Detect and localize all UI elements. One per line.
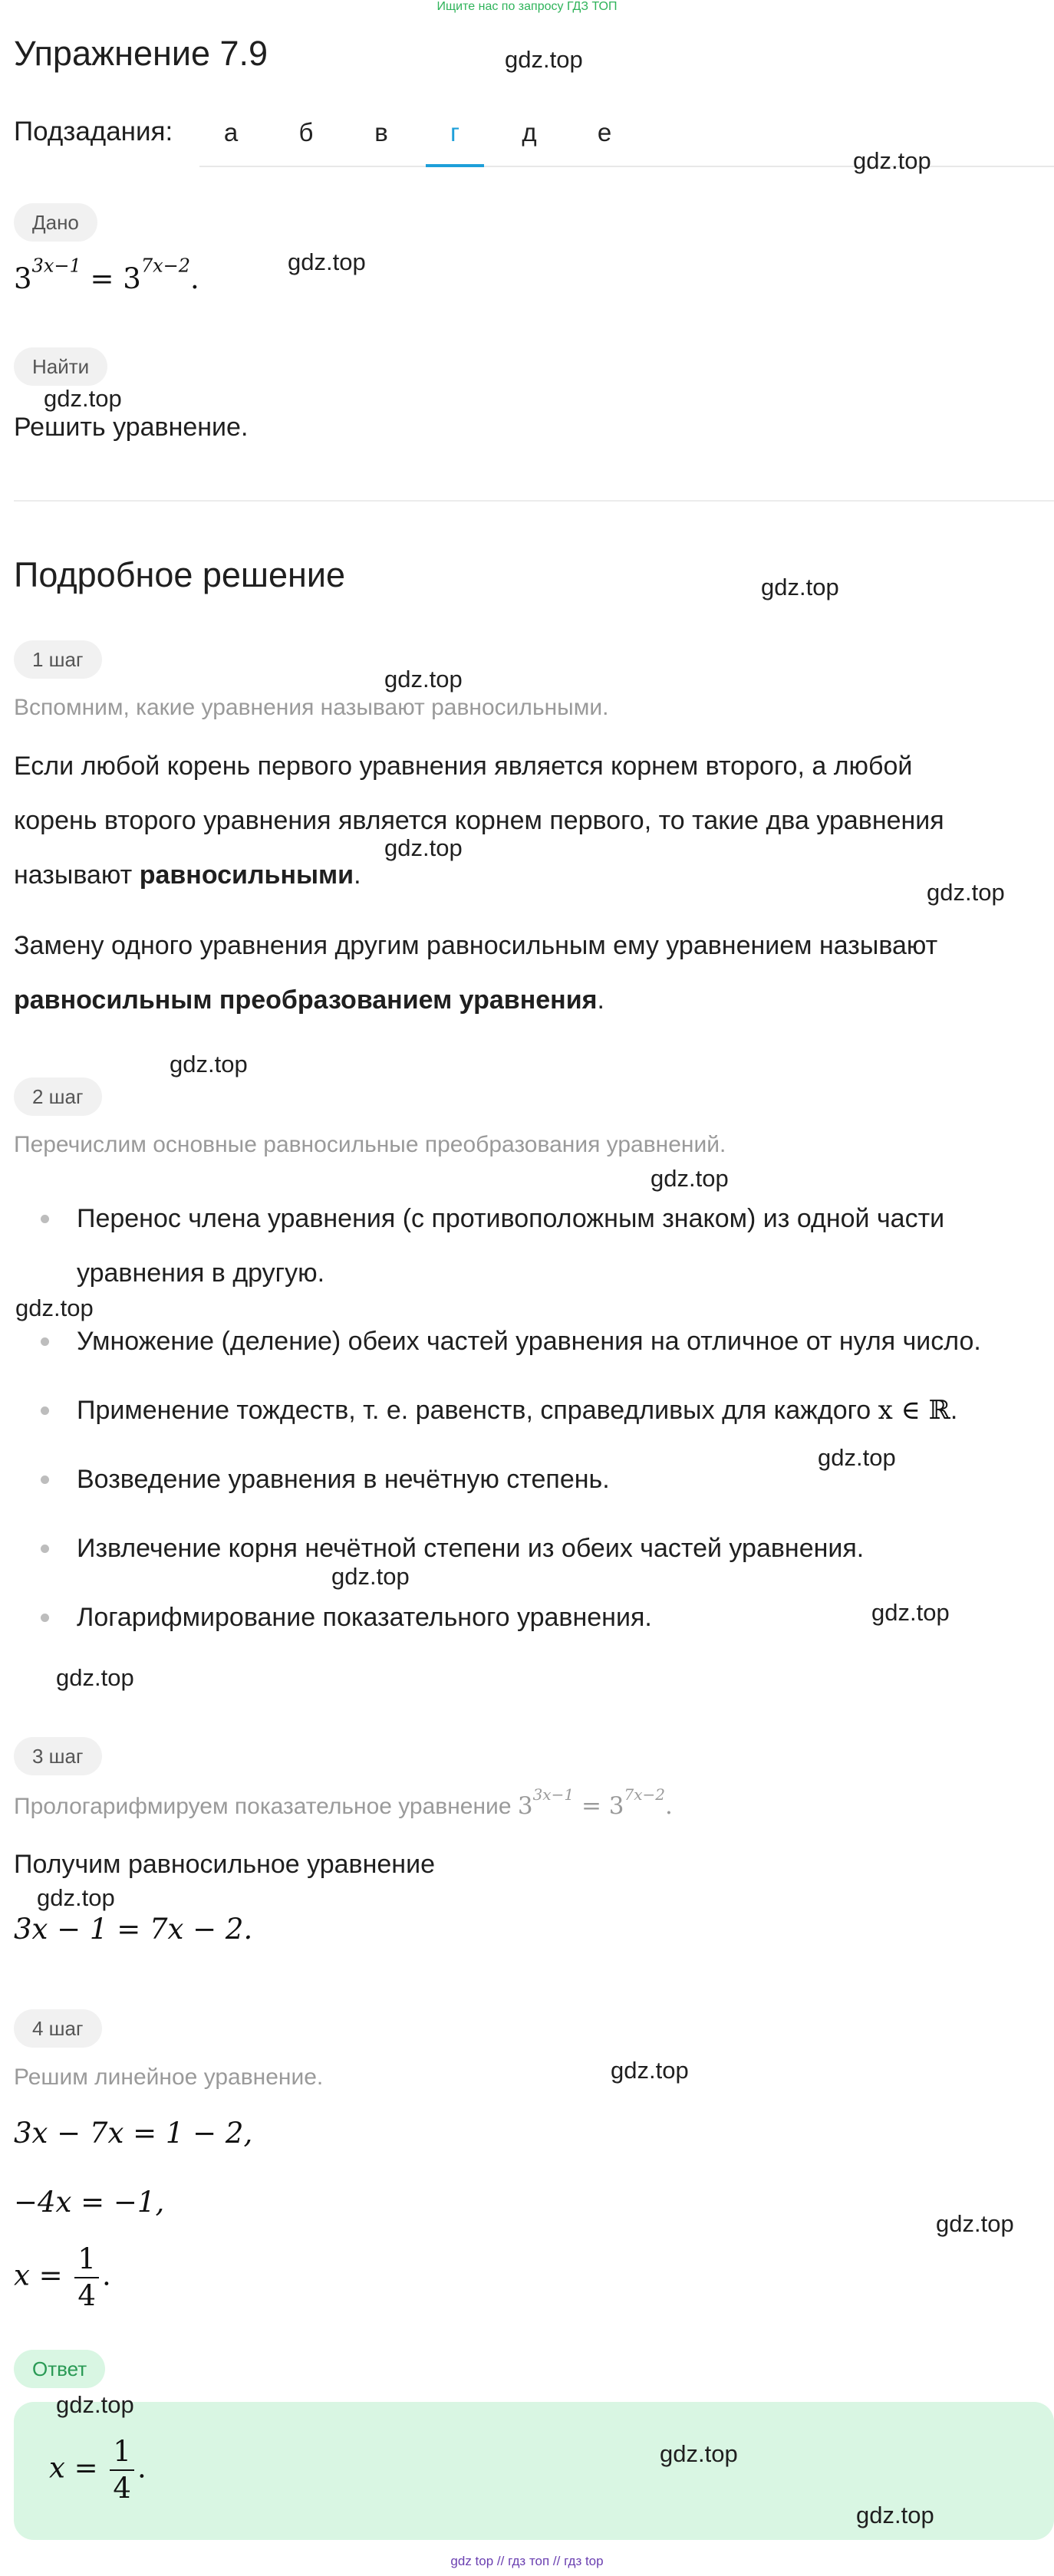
watermark: gdz.top [856, 2502, 934, 2528]
step3-equation: 3x − 1 = 7x − 2. [14, 1913, 253, 1946]
find-text: Решить уравнение. [14, 413, 249, 442]
answer-numerator: 1 [110, 2434, 134, 2471]
watermark: gdz.top [384, 666, 463, 693]
answer-end: . [137, 2451, 147, 2485]
watermark: gdz.top [37, 1884, 115, 1911]
bullet-text: Логарифмирование показательного уравнения. [77, 1603, 652, 1632]
watermark: gdz.top [871, 1599, 950, 1626]
bullet-math: x ∈ ℝ [878, 1395, 950, 1426]
tab-g[interactable]: г [450, 118, 460, 146]
step2-lead: Перечислим основные равносильные преобразования уравнений. [14, 1132, 726, 1157]
watermark: gdz.top [818, 1444, 896, 1471]
step3-end: . [665, 1792, 673, 1820]
fraction [74, 2242, 99, 2314]
watermark: gdz.top [761, 574, 839, 600]
given-base2: 3 [123, 262, 141, 295]
bullet-text: уравнения в другую. [77, 1258, 325, 1288]
subtasks-label: Подзадания: [14, 117, 173, 146]
answer-chip: Ответ [14, 2350, 105, 2388]
footer: gdz top // гдз топ // гдз top [450, 2554, 604, 2568]
bullet-text: Умножение (деление) обеих частей уравнения на отличное от нуля число. [77, 1327, 981, 1356]
bullet-text: Возведение уравнения в нечётную степень. [77, 1465, 610, 1494]
bullet-dot [41, 1406, 49, 1415]
watermark: gdz.top [56, 1664, 134, 1691]
given-chip: Дано [14, 203, 97, 242]
step4-chip: 4 шаг [14, 2009, 102, 2048]
top-banner: Ищите нас по запросу ГДЗ ТОП [436, 0, 618, 13]
step3-base1: 3 [517, 1792, 533, 1820]
bullet-dot [41, 1476, 49, 1484]
watermark: gdz.top [927, 879, 1005, 906]
bullet-text [77, 1383, 1054, 1438]
watermark: gdz.top [56, 2391, 134, 2418]
watermark: gdz.top [611, 2057, 689, 2084]
step1-p1-line3 [14, 848, 361, 903]
answer-lhs: x = [49, 2451, 98, 2485]
tab-d[interactable]: д [522, 118, 537, 146]
watermark: gdz.top [505, 46, 583, 73]
watermark: gdz.top [288, 248, 366, 275]
watermark: gdz.top [651, 1165, 729, 1192]
watermark: gdz.top [936, 2210, 1014, 2237]
bullet-dot [41, 1215, 49, 1223]
watermark: gdz.top [15, 1295, 94, 1321]
step3-lead-text: Прологарифмируем показательное уравнение [14, 1794, 518, 1819]
step3-exp2: 7x−2 [624, 1785, 666, 1804]
step4-eq2: −4x = −1, [14, 2186, 165, 2219]
bullet-text-post: . [950, 1396, 958, 1425]
step3-text: Получим равносильное уравнение [14, 1850, 435, 1879]
active-tab-indicator [426, 164, 484, 167]
given-eq: = [90, 262, 114, 295]
watermark: gdz.top [384, 834, 463, 861]
tab-v[interactable]: в [374, 118, 388, 146]
step3-eq: = [581, 1792, 601, 1820]
step1-lead: Вспомним, какие уравнения называют равносильными. [14, 695, 609, 720]
step1-p1-line3-pre: называют [14, 860, 140, 890]
answer-formula [49, 2434, 147, 2506]
step2-chip: 2 шаг [14, 1077, 102, 1116]
watermark: gdz.top [331, 1563, 410, 1590]
solution-title: Подробное решение [14, 555, 346, 594]
page-title: Упражнение 7.9 [14, 34, 268, 73]
step1-p1-line2: корень второго уравнения является корнем первого, то такие два уравнения [14, 806, 944, 835]
watermark: gdz.top [853, 147, 931, 174]
section-divider [14, 500, 1054, 502]
answer-fraction [110, 2434, 134, 2506]
step1-p2-line1: Замену одного уравнения другим равносильным ему уравнением называют [14, 931, 938, 960]
bullet-dot [41, 1337, 49, 1346]
given-end: . [190, 262, 199, 295]
bullet-text-pre: Применение тождеств, т. е. равенств, справедливых для каждого [77, 1396, 878, 1425]
given-exp1: 3x−1 [31, 255, 81, 277]
step4-eq3-lhs: x = [14, 2259, 63, 2292]
watermark: gdz.top [44, 385, 122, 412]
bullet-dot [41, 1545, 49, 1553]
answer-denominator: 4 [113, 2472, 131, 2505]
step3-chip: 3 шаг [14, 1737, 102, 1775]
step4-eq3-end: . [101, 2259, 111, 2292]
bullet-text: Перенос члена уравнения (с противоположным знаком) из одной части [77, 1204, 945, 1233]
step3-base2: 3 [608, 1792, 624, 1820]
step1-p1-line3-post: . [354, 860, 361, 890]
tab-b[interactable]: б [298, 118, 314, 146]
step1-term-ravnosilnye: равносильными [139, 860, 354, 890]
bullet-dot [41, 1614, 49, 1622]
fraction-denominator: 4 [77, 2279, 96, 2312]
step1-p1-line1: Если любой корень первого уравнения является корнем второго, а любой [14, 752, 913, 781]
watermark: gdz.top [170, 1051, 248, 1077]
step4-eq1: 3x − 7x = 1 − 2, [14, 2117, 253, 2150]
given-exp2: 7x−2 [140, 255, 191, 277]
given-base1: 3 [14, 262, 32, 295]
bullet-text: Извлечение корня нечётной степени из обеих частей уравнения. [77, 1534, 865, 1563]
step1-p2-line2 [14, 973, 604, 1028]
step1-p2-line2-post: . [597, 985, 604, 1015]
tab-e[interactable]: е [597, 118, 612, 146]
watermark: gdz.top [660, 2440, 738, 2467]
step4-eq3 [14, 2242, 111, 2314]
step4-lead: Решим линейное уравнение. [14, 2064, 324, 2090]
step3-lead [14, 1785, 673, 1820]
tab-a[interactable]: а [223, 118, 239, 146]
step1-chip: 1 шаг [14, 640, 102, 679]
step3-exp1: 3x−1 [532, 1785, 575, 1804]
find-chip: Найти [14, 347, 107, 386]
fraction-numerator: 1 [74, 2242, 99, 2278]
given-formula [14, 255, 199, 295]
step1-term-transform: равносильным преобразованием уравнения [14, 985, 598, 1015]
